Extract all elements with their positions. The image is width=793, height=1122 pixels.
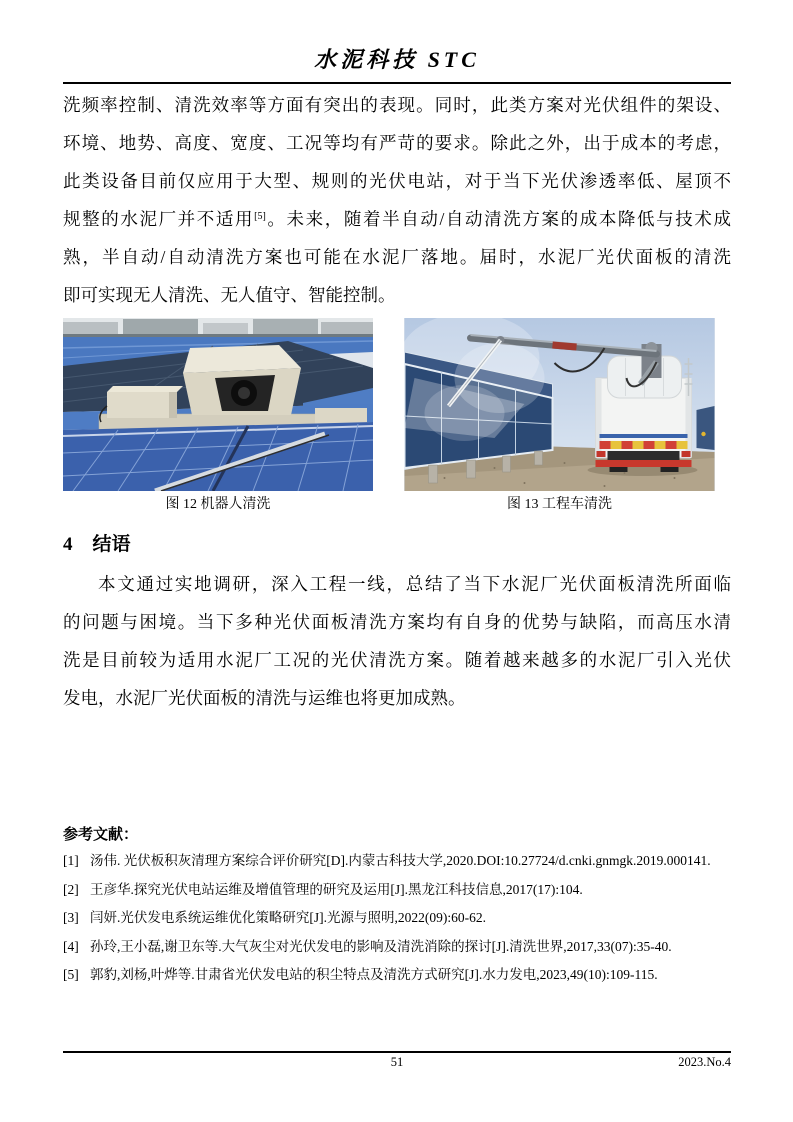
robot-cleaning-photo — [63, 318, 373, 491]
reference-text: 闫妍.光伏发电系统运维优化策略研究[J].光源与照明,2022(09):60-62. — [90, 910, 486, 925]
body-line: 本文通过实地调研，深入工程一线，总结了当下水泥厂光伏面板清洗所面临 — [98, 574, 731, 594]
references-section — [63, 823, 731, 990]
section-heading — [63, 531, 731, 558]
rooftop-sky — [63, 318, 373, 337]
body-line: 熟，半自动/自动清洗方案也可能在水泥厂落地。届时，水泥厂光伏面板的清洗 — [63, 247, 731, 267]
foreground-panels — [63, 422, 373, 491]
reference-label: [2] — [63, 881, 79, 897]
figure-caption: 图 12 机器人清洗 — [165, 497, 271, 512]
header-rule — [63, 82, 731, 84]
reference-label: [1] — [63, 853, 79, 868]
reference-text: 汤伟. 光伏板积灰清理方案综合评价研究[D].内蒙古科技大学,2020.DOI:10.27724/d.cnki.gnmgk.2019.000141. — [90, 853, 711, 868]
reference-item — [63, 904, 731, 933]
body-line: 此类设备目前仅应用于大型、规则的光伏电站，对于当下光伏渗透率低、屋顶不 — [63, 171, 731, 191]
reference-item — [63, 961, 731, 990]
references-heading: 参考文献： — [63, 827, 139, 843]
truck-cleaning-photo — [404, 318, 715, 491]
reference-label: [4] — [63, 938, 79, 954]
reference-text: 孙玲,王小磊,谢卫东等.大气灰尘对光伏发电的影响及清洗消除的探讨[J].清洗世界,2017,33(07):35-40. — [90, 938, 672, 954]
page-content — [63, 0, 731, 990]
section-number: 4 — [63, 534, 73, 555]
figure-robot-cleaning — [63, 318, 373, 514]
page-footer — [63, 1051, 731, 1075]
footer-rule — [63, 1051, 731, 1053]
body-line-with-citation — [63, 200, 731, 238]
far-panels — [697, 406, 715, 450]
reference-item — [63, 876, 731, 905]
reference-text: 郭豹,刘杨,叶烨等.甘肃省光伏发电站的积尘特点及清洗方式研究[J].水力发电,2023,49(10):109-115. — [90, 967, 658, 982]
body-text: 规整的水泥厂并不适用 — [63, 209, 255, 229]
section-title: 结语 — [92, 534, 131, 555]
body-text: 。未来，随着半自动/自动清洗方案的成本降低与技术成 — [265, 209, 731, 229]
body-line: 洗频率控制、清洗效率等方面有突出的表现。同时，此类方案对光伏组件的架设、 — [63, 95, 731, 115]
body-line: 即可实现无人清洗、无人值守、智能控制。 — [63, 285, 396, 305]
figure-truck-cleaning — [404, 318, 715, 514]
page-number: 51 — [390, 1055, 404, 1069]
reference-label: [3] — [63, 910, 79, 925]
hazard-stripes — [600, 441, 688, 449]
reference-text: 王彦华.探究光伏电站运维及增值管理的研究及运用[J].黑龙江科技信息,2017(17):104. — [90, 881, 583, 897]
journal-title: 水泥科技 STC — [314, 47, 480, 72]
body-line: 发电，水泥厂光伏面板的清洗与运维也将更加成熟。 — [63, 688, 466, 708]
issue-label: 2023.No.4 — [678, 1055, 731, 1069]
footer-row — [63, 1055, 731, 1075]
body-line: 环境、地势、高度、宽度、工况等均有严苛的要求。除此之外，出于成本的考虑， — [63, 133, 731, 153]
reference-label: [5] — [63, 967, 79, 982]
figure-caption: 图 13 工程车清洗 — [507, 497, 612, 512]
body-line: 的问题与困境。当下多种光伏面板清洗方案均有自身的优势与缺陷，而高压水清 — [63, 612, 731, 632]
citation-marker-5: [5] — [254, 211, 266, 222]
figures-row — [63, 318, 731, 514]
reference-item — [63, 933, 731, 962]
body-line: 洗是目前较为适用水泥厂工况的光伏清洗方案。随着越来越多的水泥厂引入光伏 — [63, 650, 731, 670]
reference-item — [63, 847, 731, 876]
